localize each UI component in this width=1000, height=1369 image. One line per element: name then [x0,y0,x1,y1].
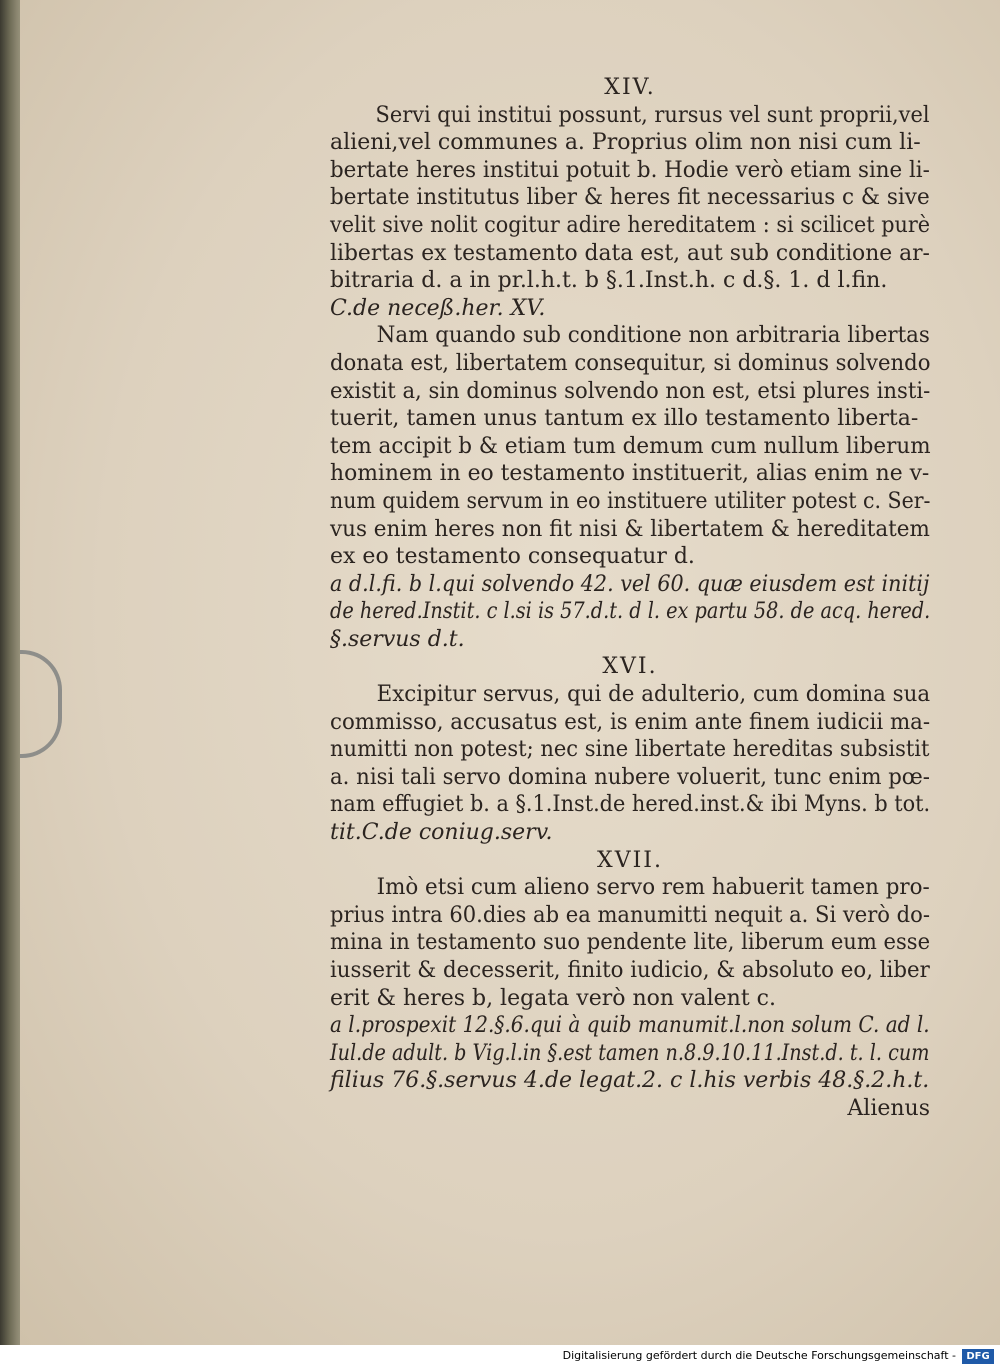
text-line: XVI. [602,654,658,680]
funding-notice: Digitalisierung gefördert durch die Deutsche Forschungsgemeinschaft - [562,1349,956,1362]
text-line: Alienus [847,1095,930,1121]
text-line: Iul.de adult. b Vig.l.in §.est tamen n.8.9.10.11.Inst.d. t. l. cum [330,1040,930,1066]
text-line: libertas ex testamento data est, aut sub conditione ar- [330,240,930,266]
digitization-footer [0,1345,1000,1369]
page-clip [20,650,62,758]
text-line: alieni,vel communes a. Proprius olim non nisi cum li- [330,130,921,156]
text-line: Nam quando sub conditione non arbitraria libertas [376,323,930,349]
text-line: a d.l.fi. b l.qui solvendo 42. vel 60. quæ eiusdem est initij [330,571,930,597]
text-line: velit sive nolit cogitur adire hereditatem : si scilicet purè [330,212,931,238]
text-line: hominem in eo testamento instituerit, alias enim ne v- [330,461,930,487]
text-line: XVII. [597,847,663,873]
text-line: erit & heres b, legata verò non valent c. [330,985,776,1011]
dfg-logo-icon: DFG [962,1349,994,1364]
text-line: existit a, sin dominus solvendo non est, etsi plures insti- [330,378,931,404]
text-line: commisso, accusatus est, is enim ante finem iudicii ma- [330,709,931,735]
text-line: tuerit, tamen unus tantum ex illo testamento liberta- [330,406,919,432]
text-line: Servi qui institui possunt, rursus vel sunt proprii,vel [375,102,930,128]
text-line: iusserit & decesserit, finito iudicio, & absoluto eo, liber [330,958,930,983]
text-line: XIV. [604,75,656,100]
page-text [330,74,930,1123]
text-line: C.de neceß.her. XV. [330,295,546,321]
text-line: de hered.Instit. c l.si is 57.d.t. d l. ex partu 58. de acq. hered. [330,599,931,625]
text-line: vus enim heres non fit nisi & libertatem & hereditatem [330,516,930,542]
text-line: donata est, libertatem consequitur, si dominus solvendo [330,350,931,376]
text-line: bertate heres institui potuit b. Hodie verò etiam sine li- [330,157,930,183]
text-line: a. nisi tali servo domina nubere voluerit, tunc enim pœ- [330,764,930,790]
text-line: prius intra 60.dies ab ea manumitti nequit a. Si verò do- [330,902,930,928]
text-line: Imò etsi cum alieno servo rem habuerit tamen pro- [376,875,930,901]
text-line: mina in testamento suo pendente lite, liberum eum esse [330,930,931,956]
text-line: nam effugiet b. a §.1.Inst.de hered.inst.& ibi Myns. b tot. [330,792,931,818]
text-line: tem accipit b & etiam tum demum cum nullum liberum [330,433,931,459]
text-line: ex eo testamento consequatur d. [330,544,695,570]
text-line: numitti non potest; nec sine libertate hereditas subsistit [330,737,930,763]
text-line: bertate institutus liber & heres fit necessarius c & sive [330,185,930,211]
text-line: §.servus d.t. [330,626,465,652]
text-line: bitraria d. a in pr.l.h.t. b §.1.Inst.h. c d.§. 1. d l.fin. [330,268,888,294]
text-line: filius 76.§.servus 4.de legat.2. c l.his verbis 48.§.2.h.t. [330,1068,930,1094]
text-line: tit.C.de coniug.serv. [330,820,553,846]
text-line: Excipitur servus, qui de adulterio, cum domina sua [376,682,931,708]
text-line: num quidem servum in eo instituere utiliter potest c. Ser- [330,488,931,514]
text-line: a l.prospexit 12.§.6.qui à quib manumit.l.non solum C. ad l. [330,1013,930,1039]
